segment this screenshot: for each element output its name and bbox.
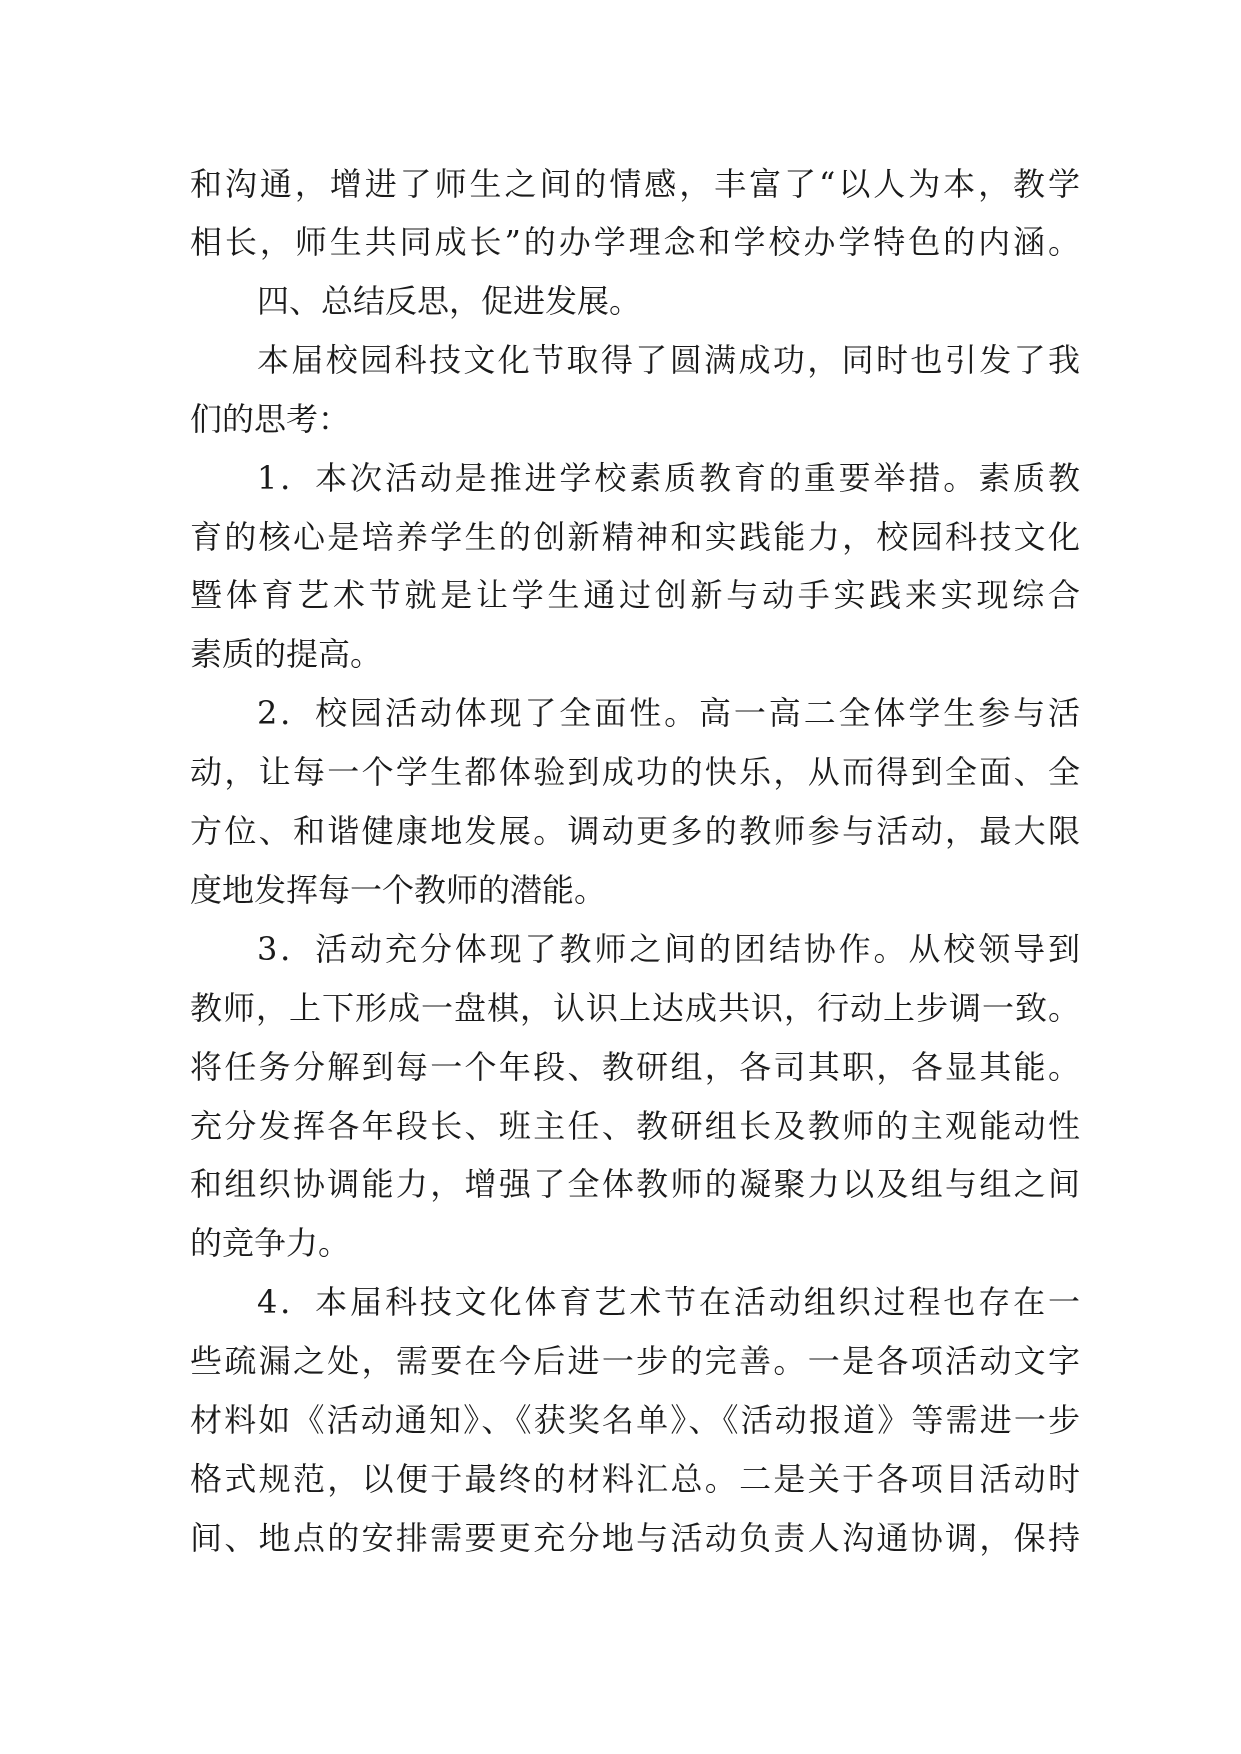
text-line: 们的思考： (190, 400, 351, 438)
text-line: 4．本届科技文化体育艺术节在活动组织过程也存在一 (257, 1283, 1080, 1321)
text-line: 教师，上下形成一盘棋，认识上达成共识，行动上步调一致。 (190, 989, 1080, 1027)
text-line: 动，让每一个学生都体验到成功的快乐，从而得到全面、全 (190, 753, 1080, 791)
text-line: 格式规范，以便于最终的材料汇总。二是关于各项目活动时 (190, 1460, 1080, 1498)
text-line: 和组织协调能力，增强了全体教师的凝聚力以及组与组之间 (190, 1165, 1080, 1203)
text-line: 和沟通，增进了师生之间的情感，丰富了“以人为本，教学 (190, 165, 1080, 203)
text-line: 1．本次活动是推进学校素质教育的重要举措。素质教 (257, 459, 1080, 497)
text-line: 度地发挥每一个教师的潜能。 (190, 871, 607, 909)
text-line: 素质的提高。 (190, 635, 383, 673)
text-line: 的竞争力。 (190, 1224, 351, 1262)
text-line: 些疏漏之处，需要在今后进一步的完善。一是各项活动文字 (190, 1342, 1080, 1380)
text-line: 间、地点的安排需要更充分地与活动负责人沟通协调，保持 (190, 1519, 1080, 1557)
text-line: 相长，师生共同成长”的办学理念和学校办学特色的内涵。 (190, 223, 1080, 261)
text-line: 暨体育艺术节就是让学生通过创新与动手实践来实现综合 (190, 576, 1080, 614)
text-line: 将任务分解到每一个年段、教研组，各司其职，各显其能。 (190, 1048, 1080, 1086)
text-line: 育的核心是培养学生的创新精神和实践能力，校园科技文化 (190, 518, 1080, 556)
text-line: 材料如《活动通知》、《获奖名单》、《活动报道》等需进一步 (190, 1401, 1080, 1439)
text-line: 本届校园科技文化节取得了圆满成功，同时也引发了我 (257, 341, 1080, 379)
text-line: 方位、和谐健康地发展。调动更多的教师参与活动，最大限 (190, 812, 1080, 850)
text-line: 2．校园活动体现了全面性。高一高二全体学生参与活 (257, 694, 1080, 732)
section-heading: 四、总结反思，促进发展。 (257, 282, 642, 320)
text-line: 3．活动充分体现了教师之间的团结协作。从校领导到 (257, 930, 1080, 968)
text-line: 充分发挥各年段长、班主任、教研组长及教师的主观能动性 (190, 1107, 1080, 1145)
